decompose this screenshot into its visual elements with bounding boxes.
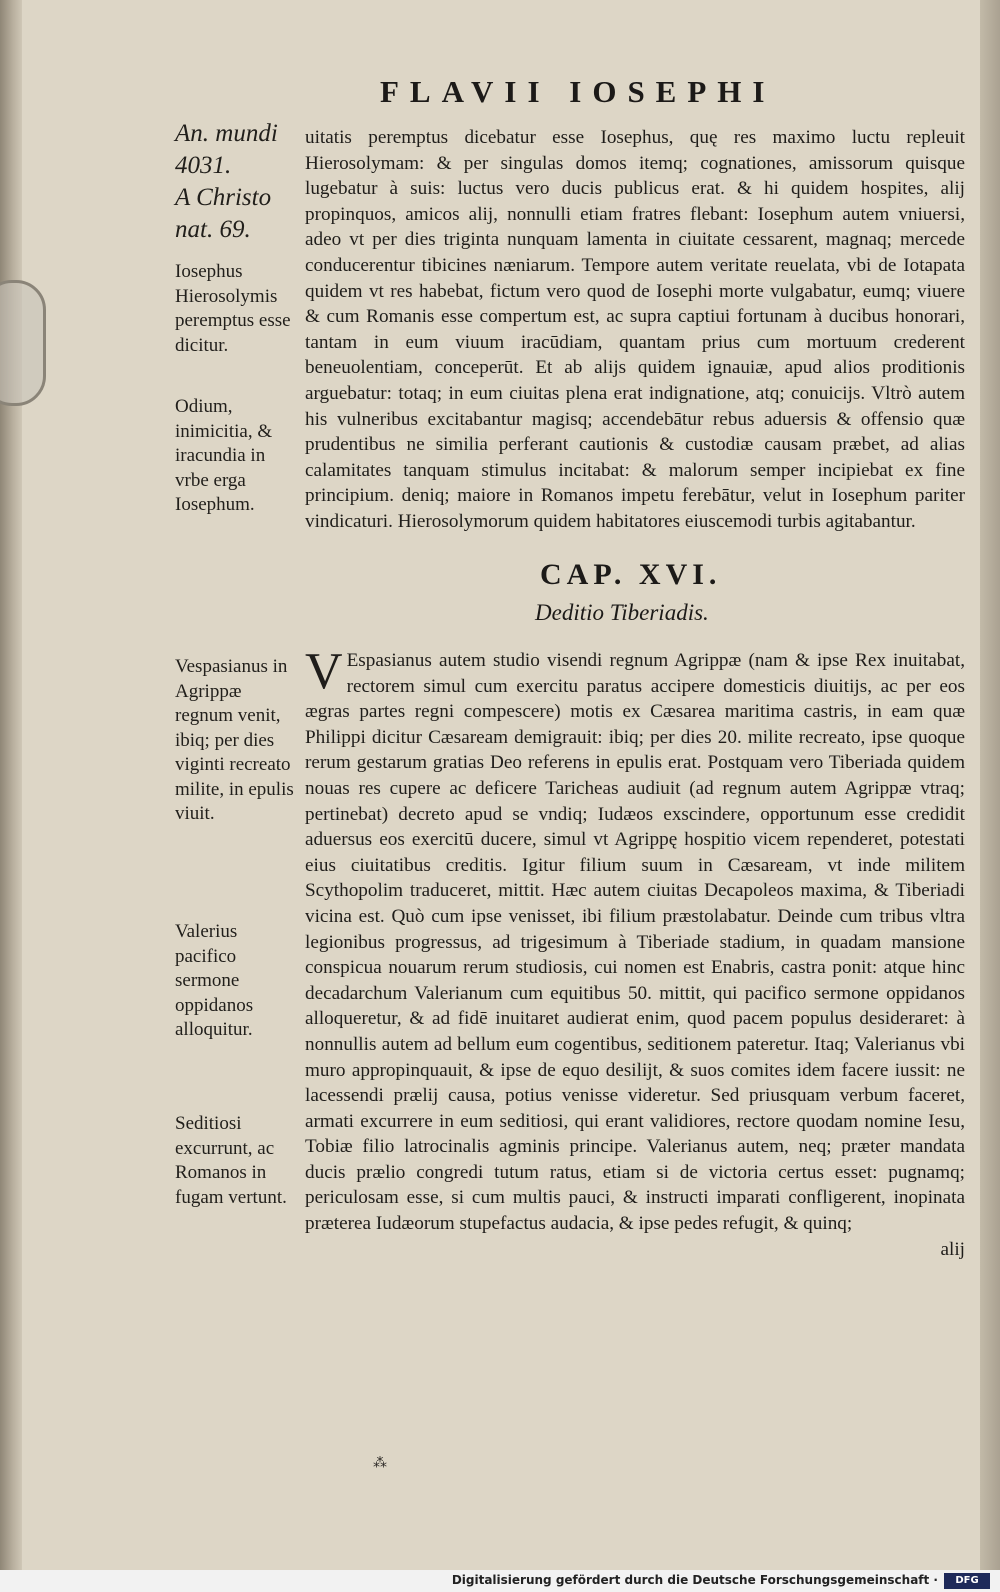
signature-mark: ⁂ [373,1456,387,1471]
page-clip [0,280,46,406]
footer-credit: Digitalisierung gefördert durch die Deutsche Forschungsgemeinschaft · [451,1573,938,1587]
margin-date-line: nat. 69. [175,216,251,243]
margin-note: Valerius pacifico sermone oppidanos alloquitur. [175,921,254,1040]
running-head: FLAVII IOSEPHI [380,74,776,109]
dfg-logo: DFG [944,1573,990,1589]
footer-bar [0,1570,1000,1592]
margin-note: Iosephus Hierosolymis peremptus esse dicitur. [175,261,291,356]
book-binding [0,0,22,1570]
chapter-text: Espasianus autem studio visendi regnum Agrippæ (nam & ipse Rex inuitabat, rectorem simul cum exercitu paratus accipere domesticis diuitijs, ac per eos ægras partes regni compescere) motis ex Cæsarea maritima castris, in eam quæ Philippi dicitur Cæsaream demigrauit: ibiq; per dies 20. milite recreato, ipse quoque rerum gestarum gratias Deo referens in epulis erat. Postquam vero Tiberiada quidem nouas res cupere ac deficere Taricheas audiuit (ad regnum autem Agrippæ vtraq; pertinebat) decreto apud se vndiq; Iudæos exscindere, opportunum esse credidit aduersus eos exercitū ducere, simul vt Agrippę hospitio vicem rependeret, potestati eius ciuitatibus creditis. Igitur filium suum in Cæsaream, vt inde militem Scythopolim traduceret, mittit. Hæc autem ciuitas Decapoleos maxima, & Tiberiadi vicina est. Quò cum ipse venisset, ibi filium præstolabatur. Deinde cum tribus vltra legionibus progressus, ad trigesimum à Tiberiade stadium, in quadam mansione conspicua nouarum rerum studiosis, cui nomen est Enabris, castra ponit: atque hinc decadarchum Valerianum cum equitibus 50. mittit, qui pacifico sermone oppidanos alloqueretur, & ad fidē inuitaret audierat enim, quod pacem populus desideraret: à nonnullis autem ad bellum eum cogentibus, seditionem pateretur. Itaq; Valerianus vbi muro appropinquauit, & ipse de equo desilijt, & suos comites idem facere iussit: ne lacessendi prælij causa, potius venisse videretur. Sed priusquam verbum faceret, armati excurrere in eum seditiosi, qui erant validiores, rectore quodam nomine Iesu, Tobiæ filio latrocinalis agminis principe. Valerianus autem, neq; præter mandata ducis prælio congredi tutum ratus, etiam si de victoria certus esset: pugnamq; periculosam esse, si cum multis pauci, & instructi imparati confligerent, inopinata præterea Iudæorum stupefactus audacia, & ipse pedes refugit, & quinq; [305,650,965,1235]
margin-note: Seditiosi excurrunt, ac Romanos in fugam vertunt. [175,1113,287,1208]
drop-capital: V [305,643,343,700]
margin-date-line: An. mundi [175,120,278,147]
facing-page-edge [980,0,1000,1570]
chapter-paragraph [305,643,965,1262]
chapter-subtitle: Deditio Tiberiadis. [535,600,709,625]
margin-date-line: 4031. [175,152,232,179]
margin-note: Vespasianus in Agrippæ regnum venit, ibiq; per dies viginti recreato milite, in epulis viuit. [175,656,294,824]
margin-note: Odium, inimicitia, & iracundia in vrbe erga Iosephum. [175,396,273,515]
margin-date-line: A Christo [175,184,272,211]
body-paragraph: uitatis peremptus dicebatur esse Iosephus, quę res maximo luctu repleuit Hierosolymam: & per singulas domos itemq; cognationes, amissorum quisque lugebatur à suis: luctus vero ducis publicus erat. & hi quidem hospites, alij propinquos, amicos alij, nonnulli etiam fratres flebant: Iosephum autem vniuersi, adeo vt per dies triginta nunquam lamenta in ciuitate cessarent, magnaq; mercede conducerentur tibicines næniarum. Tempore autem veritate reuelata, vbi de Iotapata quidem vt res habebat, fictum vero quod de Iosephi morte vulgabatur, eumq; viuere & cum Romanis esse compertum est, ac supra captiui fortunam à ducibus honorari, tantam in eum viuum iracūdiam, quantam prius cum mortuum crederent beneuolentiam, conceperūt. Et ab alijs quidem ignauiæ, apud alios proditionis arguebatur: totaq; in eum ciuitas plena erat indignatione, atq; conuicijs. Vltrò autem his vulneribus excitabantur magisq; accendebātur rebus aduersis & offensio quæ prudentibus ne similia perferant cautionis & custodiæ causam præbet, ad alias calamitates tanquam stimulus incitabat: & malorum semper incipiebat ex fine principium. deniq; maiore in Romanos impetu ferebātur, velut in Iosephum pariter vindicaturi. Hierosolymorum quidem habitatores eiuscemodi turbis agitabantur. [305,127,965,532]
catchword: alij [940,1238,965,1260]
chapter-heading: CAP. XVI. [540,558,722,591]
margin-date [175,118,300,246]
